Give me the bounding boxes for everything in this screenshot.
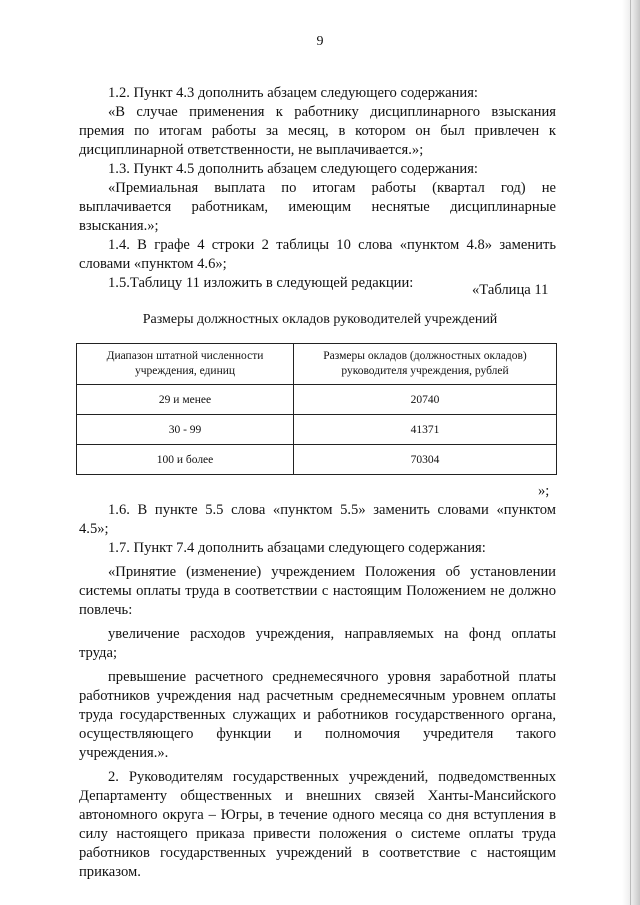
text-line: работников учреждения над расчетным среднемесячным уровнем оплаты (79, 688, 556, 704)
header-headcount-range (77, 344, 294, 385)
text-line: премия по итогам работы за месяц, в котором он был привлечен к (79, 123, 556, 139)
text-line: 1.6. В пункте 5.5 слова «пунктом 5.5» заменить словами «пунктом (108, 502, 556, 518)
text-line: дисциплинарной ответственности, не выплачивается.»; (79, 142, 424, 158)
text-line: 2. Руководителям государственных учреждений, подведомственных (108, 769, 556, 785)
text-line: 4.5»; (79, 521, 109, 537)
header-line: Диапазон штатной численности (106, 350, 264, 362)
cell-range: 100 и более (77, 445, 294, 475)
table-row (77, 385, 557, 415)
text-line: «Принятие (изменение) учреждением Положения об установлении (108, 564, 556, 580)
text-line: Департаменту общественных и внешних связей Ханты-Мансийского (79, 788, 556, 804)
text-line: 1.3. Пункт 4.5 дополнить абзацем следующего содержания: (108, 161, 478, 177)
scan-edge-shadow (622, 0, 640, 905)
text-line: повлечь: (79, 602, 133, 618)
text-line: осуществляющего функции и полномочия учредителя такого (79, 726, 556, 742)
text-line: 1.7. Пункт 7.4 дополнить абзацами следующего содержания: (108, 540, 486, 556)
text-line: превышение расчетного среднемесячного уровня заработной платы (108, 669, 556, 685)
text-line: системы оплаты труда в соответствии с настоящим Положением не должно (79, 583, 556, 599)
text-line: взыскания.»; (79, 218, 159, 234)
cell-salary: 70304 (294, 445, 557, 475)
text-line: »; (538, 483, 550, 499)
header-salary (294, 344, 557, 385)
cell-range: 29 и менее (77, 385, 294, 415)
text-line: выплачивается работникам, имеющим неснятые дисциплинарные (79, 199, 556, 215)
table-caption: Размеры должностных окладов руководителей учреждений (142, 312, 498, 327)
table-row (77, 445, 557, 475)
text-line: увеличение расходов учреждения, направляемых на фонд оплаты (108, 626, 556, 642)
text-line: 1.2. Пункт 4.3 дополнить абзацем следующего содержания: (108, 85, 478, 101)
table-row (77, 415, 557, 445)
text-line: словами «пунктом 4.6»; (79, 256, 227, 272)
text-line: «Премиальная выплата по итогам работы (квартал год) не (108, 180, 556, 196)
text-line: труда государственных служащих и работников государственного органа, (79, 707, 556, 723)
text-line: автономного округа – Югры, в течение одного месяца со дня вступления в (79, 807, 556, 823)
text-line: работников государственных учреждений в соответствие с настоящим (79, 845, 556, 861)
page-number: 9 (316, 34, 324, 49)
text-line: силу настоящего приказа привести положения о системе оплаты труда (79, 826, 556, 842)
cell-salary: 41371 (294, 415, 557, 445)
header-line: руководителя учреждения, рублей (341, 365, 509, 377)
text-line: приказом. (79, 864, 141, 880)
header-line: Размеры окладов (должностных окладов) (323, 350, 527, 362)
cell-salary: 20740 (294, 385, 557, 415)
text-line: «Таблица 11 (472, 282, 549, 298)
cell-range: 30 - 99 (77, 415, 294, 445)
text-line: «В случае применения к работнику дисциплинарного взыскания (108, 104, 556, 120)
table-header-row (77, 344, 557, 385)
salary-table (76, 343, 557, 475)
scan-edge-line (630, 0, 631, 905)
text-line: 1.5.Таблицу 11 изложить в следующей редакции: (108, 275, 414, 291)
text-line: учреждения.». (79, 745, 169, 761)
text-line: труда; (79, 645, 117, 661)
text-line: 1.4. В графе 4 строки 2 таблицы 10 слова «пунктом 4.8» заменить (108, 237, 556, 253)
header-line: учреждения, единиц (134, 365, 236, 377)
